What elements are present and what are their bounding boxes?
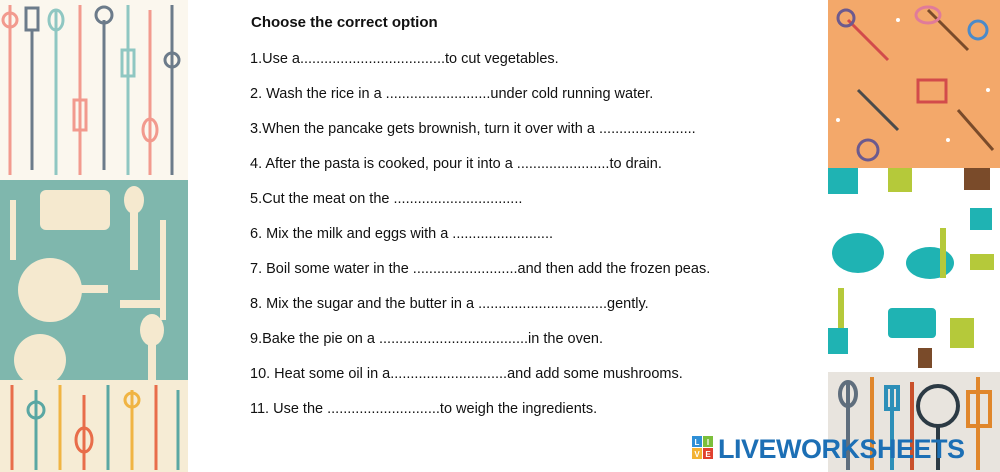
logo-letter-l: L xyxy=(694,438,700,447)
liveworksheets-logo[interactable] xyxy=(692,434,992,464)
question-3: 3.When the pancake gets brownish, turn it over with a ........................ xyxy=(250,121,696,137)
question-5: 5.Cut the meat on the ................................ xyxy=(250,191,523,207)
question-1: 1.Use a....................................to cut vegetables. xyxy=(250,51,559,67)
question-10: 10. Heat some oil in a.............................and add some mushrooms. xyxy=(250,366,683,382)
logo-letter-e: E xyxy=(705,450,711,459)
logo-letter-v: V xyxy=(694,450,700,459)
worksheet xyxy=(250,14,820,435)
kitchen-utensils-pattern-bottom-left xyxy=(0,380,188,472)
worksheet-title: Choose the correct option xyxy=(251,14,438,31)
question-9: 9.Bake the pie on a .....................................in the oven. xyxy=(250,331,604,347)
question-2: 2. Wash the rice in a ..........................under cold running water. xyxy=(250,86,654,102)
question-6: 6. Mix the milk and eggs with a ......................... xyxy=(250,226,553,242)
kitchen-utensils-pattern-top-left xyxy=(0,0,188,180)
logo-letter-i: I xyxy=(706,438,710,447)
question-4: 4. After the pasta is cooked, pour it into a .......................to drain. xyxy=(250,156,662,172)
question-7: 7. Boil some water in the ..........................and then add the frozen peas. xyxy=(250,261,711,277)
kitchen-tools-pattern xyxy=(828,0,1000,168)
liveworksheets-logo-text: LIVEWORKSHEETS xyxy=(718,434,965,464)
teapot-pattern xyxy=(828,168,1000,372)
question-8: 8. Mix the sugar and the butter in a ................................gently. xyxy=(250,296,649,312)
liveworksheets-logo-icon xyxy=(692,436,714,460)
kitchen-silhouette-pattern xyxy=(0,180,188,380)
question-11: 11. Use the ............................to weigh the ingredients. xyxy=(250,401,598,417)
